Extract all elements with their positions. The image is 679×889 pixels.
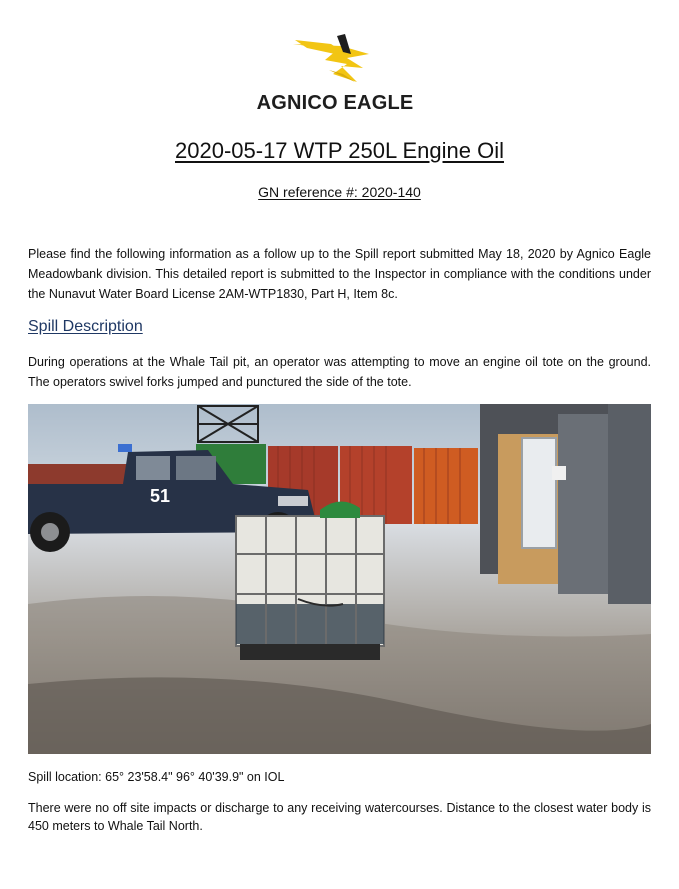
gn-reference: GN reference #: 2020-140 [258, 184, 421, 200]
damaged-oil-tote [236, 501, 384, 660]
section-heading-spill-description: Spill Description [28, 318, 143, 335]
impact-paragraph: There were no off site impacts or discharge to any receiving watercourses. Distance to the closest water body is 450 meters to Whale Tail North. [28, 801, 651, 833]
eagle-logo-icon [285, 30, 375, 88]
logo-text: AGNICO EAGLE [256, 92, 414, 114]
company-logo [240, 30, 440, 120]
intro-paragraph: Please find the following information as a follow up to the Spill report submitted May 18, 2020 by Agnico Eagle Meadowbank division. This detailed report is submitted to the Inspector in compliance with the conditions under the Nunavut Water Board License 2AM-WTP1830, Part H, Item 8c. [28, 247, 651, 301]
description-paragraph: During operations at the Whale Tail pit, an operator was attempting to move an engine oil tote on the ground. The operators swivel forks jumped and punctured the side of the tote. [28, 355, 651, 389]
truck-number: 51 [150, 486, 171, 506]
spill-scene-illustration [28, 404, 651, 754]
page-title: 2020-05-17 WTP 250L Engine Oil [175, 138, 504, 163]
spill-site-photo [28, 404, 651, 754]
spill-location: Spill location: 65° 23'58.4" 96° 40'39.9" on IOL [28, 770, 285, 784]
